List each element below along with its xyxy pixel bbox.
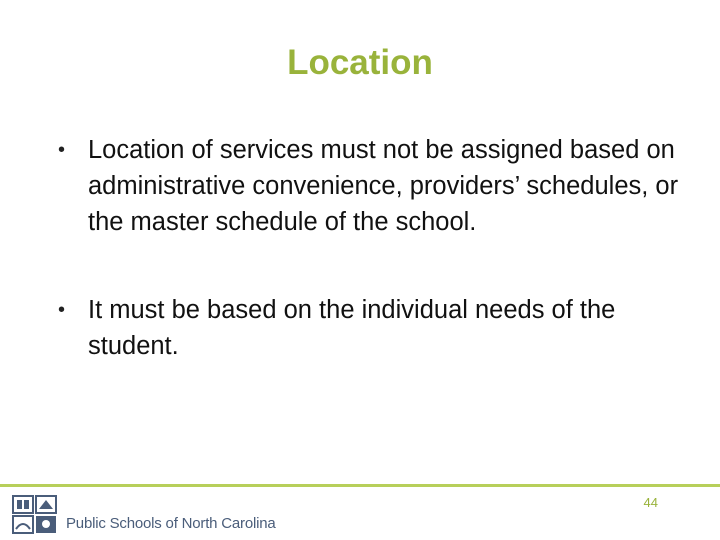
page-number: 44 (643, 495, 658, 510)
bullet-item (58, 292, 688, 364)
nc-schools-seal-icon (12, 495, 60, 535)
bullet-marker: • (58, 299, 66, 321)
organization-name: Public Schools of North Carolina (66, 515, 276, 532)
footer-divider (0, 484, 720, 487)
bullet-text: Location of services must not be assigned based on administrative convenience, providers’ schedules, or the master schedule of the school. (88, 136, 679, 236)
bullet-text: It must be based on the individual needs of the student. (88, 296, 616, 360)
bullet-list (58, 132, 688, 364)
bullet-item (58, 132, 688, 240)
bullet-marker: • (58, 139, 66, 161)
slide-title: Location (287, 43, 433, 82)
